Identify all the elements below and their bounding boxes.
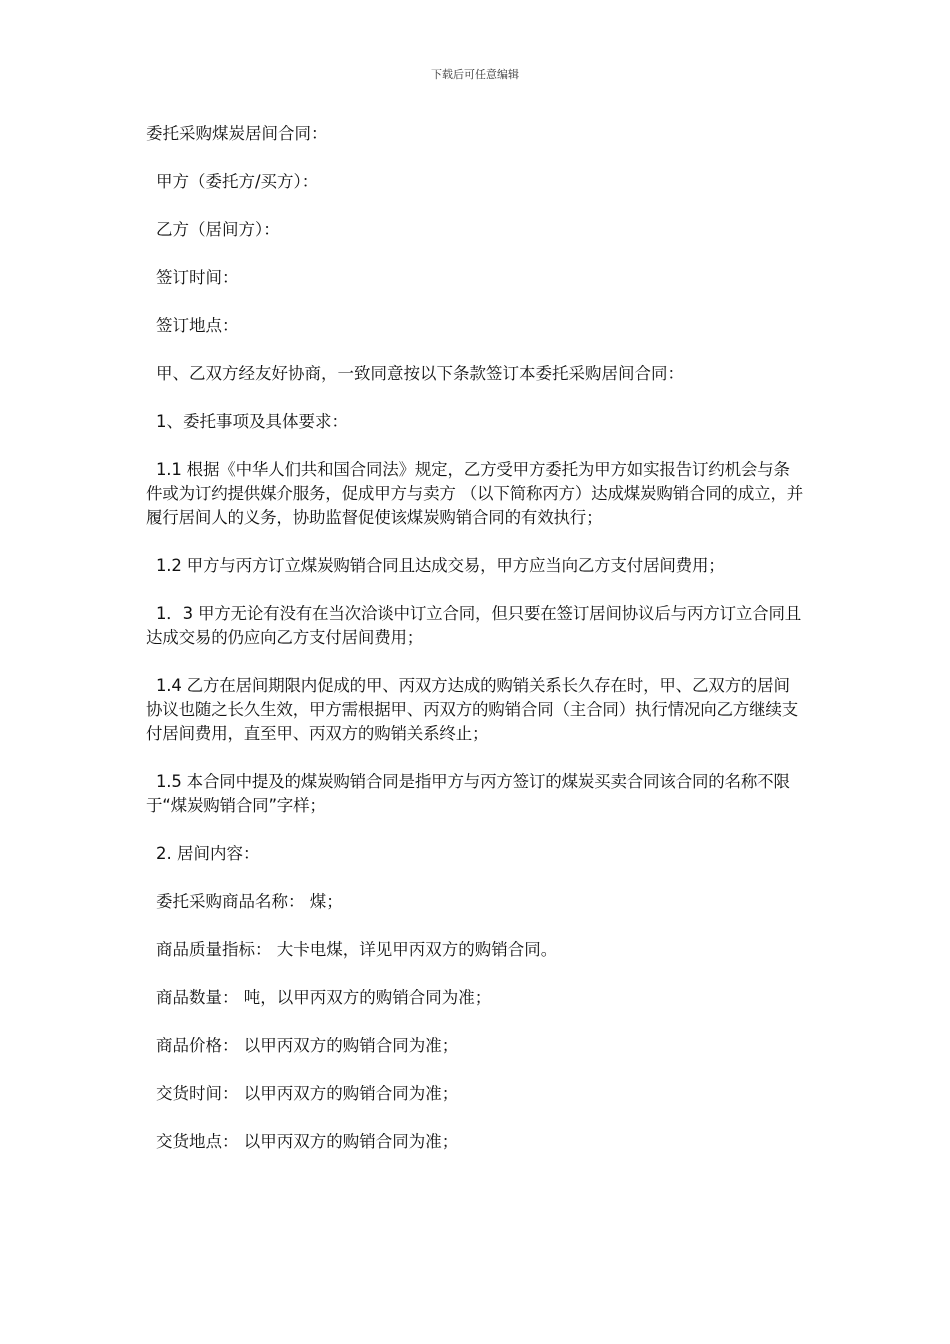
contract-body (146, 122, 806, 1154)
item-quantity: 商品数量： 吨，以甲丙双方的购销合同为准； (156, 988, 492, 1007)
clause-1-4: 1.4 乙方在居间期限内促成的甲、丙双方达成的购销关系长久存在时，甲、乙双方的居间协议也随之长久生效，甲方需根据甲、丙双方的购销合同（主合同）执行情况向乙方继续支付居间费用，直至甲、丙双方的购销关系终止； (146, 676, 799, 743)
clause-1-3: 1．3 甲方无论有没有在当次洽谈中订立合同，但只要在签订居间协议后与丙方订立合同且达成交易的仍应向乙方支付居间费用； (146, 604, 802, 647)
sign-time: 签订时间： (156, 268, 239, 287)
item-quality: 商品质量指标： 大卡电煤，详见甲丙双方的购销合同。 (156, 940, 558, 959)
section-2-title: 2. 居间内容： (156, 844, 260, 863)
sign-place: 签订地点： (156, 316, 239, 335)
party-b: 乙方（居间方）： (156, 220, 280, 239)
intro-paragraph: 甲、乙双方经友好协商，一致同意按以下条款签订本委托采购居间合同： (156, 364, 684, 383)
clause-1-1: 1.1 根据《中华人们共和国合同法》规定，乙方受甲方委托为甲方如实报告订约机会与条件或为订约提供媒介服务，促成甲方与卖方 （以下简称丙方）达成煤炭购销合同的成立，并履行居间人的义务，协助监督促使该煤炭购销合同的有效执行； (146, 460, 804, 527)
item-delivery-time: 交货时间： 以甲丙双方的购销合同为准； (156, 1084, 459, 1103)
item-delivery-place: 交货地点： 以甲丙双方的购销合同为准； (156, 1132, 459, 1151)
section-1-title: 1、委托事项及具体要求： (156, 412, 348, 431)
clause-1-5: 1.5 本合同中提及的煤炭购销合同是指甲方与丙方签订的煤炭买卖合同该合同的名称不限于“煤炭购销合同”字样； (146, 772, 790, 815)
item-name: 委托采购商品名称： 煤； (156, 892, 343, 911)
contract-title: 委托采购煤炭居间合同： (146, 124, 328, 143)
item-price: 商品价格： 以甲丙双方的购销合同为准； (156, 1036, 459, 1055)
page-header: 下载后可任意编辑 (431, 68, 519, 81)
clause-1-2: 1.2 甲方与丙方订立煤炭购销合同且达成交易，甲方应当向乙方支付居间费用； (156, 556, 725, 575)
party-a: 甲方（委托方/买方）： (156, 172, 319, 191)
